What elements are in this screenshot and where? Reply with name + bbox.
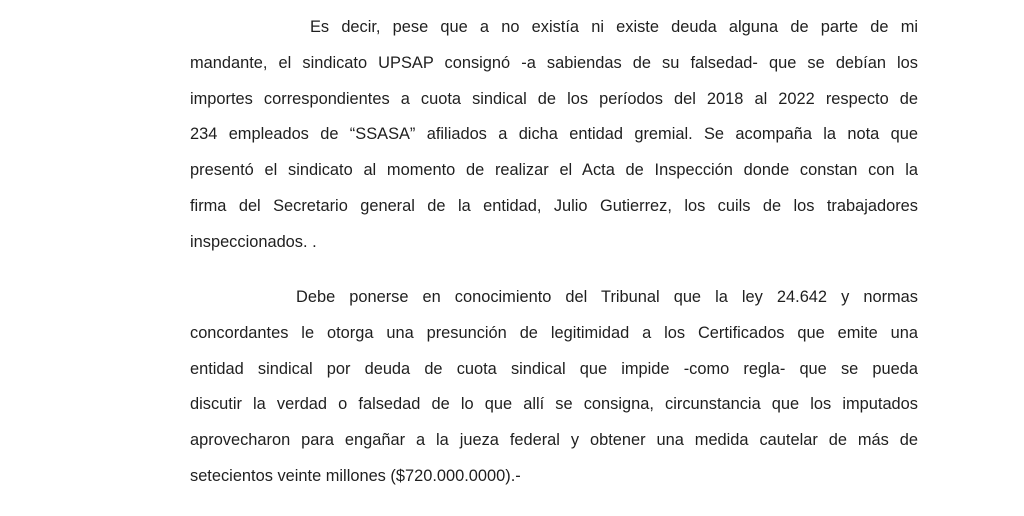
text-line: concordantes le otorga una presunción de legitimidad a los Certificados que emite una	[190, 323, 918, 342]
text-line: setecientos veinte millones ($720.000.0000).-	[190, 466, 521, 485]
text-line: aprovecharon para engañar a la jueza federal y obtener una medida cautelar de más de	[190, 431, 918, 450]
text-line: Debe ponerse en conocimiento del Tribunal que la ley 24.642 y normas	[296, 288, 918, 306]
text-line: presentó el sindicato al momento de realizar el Acta de Inspección donde constan con la	[190, 161, 918, 180]
paragraph-2	[190, 280, 918, 495]
text-line: firma del Secretario general de la entidad, Julio Gutierrez, los cuils de los trabajadores	[190, 196, 918, 215]
text-line: Es decir, pese que a no existía ni existe deuda alguna de parte de mi	[310, 18, 918, 36]
text-line: importes correspondientes a cuota sindical de los períodos del 2018 al 2022 respecto de	[190, 89, 918, 108]
text-line: 234 empleados de “SSASA” afiliados a dicha entidad gremial. Se acompaña la nota que	[190, 125, 918, 144]
text-line: inspeccionados. .	[190, 232, 317, 251]
text-line: entidad sindical por deuda de cuota sindical que impide -como regla- que se pueda	[190, 359, 918, 378]
text-line: discutir la verdad o falsedad de lo que allí se consigna, circunstancia que los imputados	[190, 395, 918, 414]
text-line: mandante, el sindicato UPSAP consignó -a sabiendas de su falsedad- que se debían los	[190, 53, 918, 72]
paragraph-1	[190, 10, 918, 261]
